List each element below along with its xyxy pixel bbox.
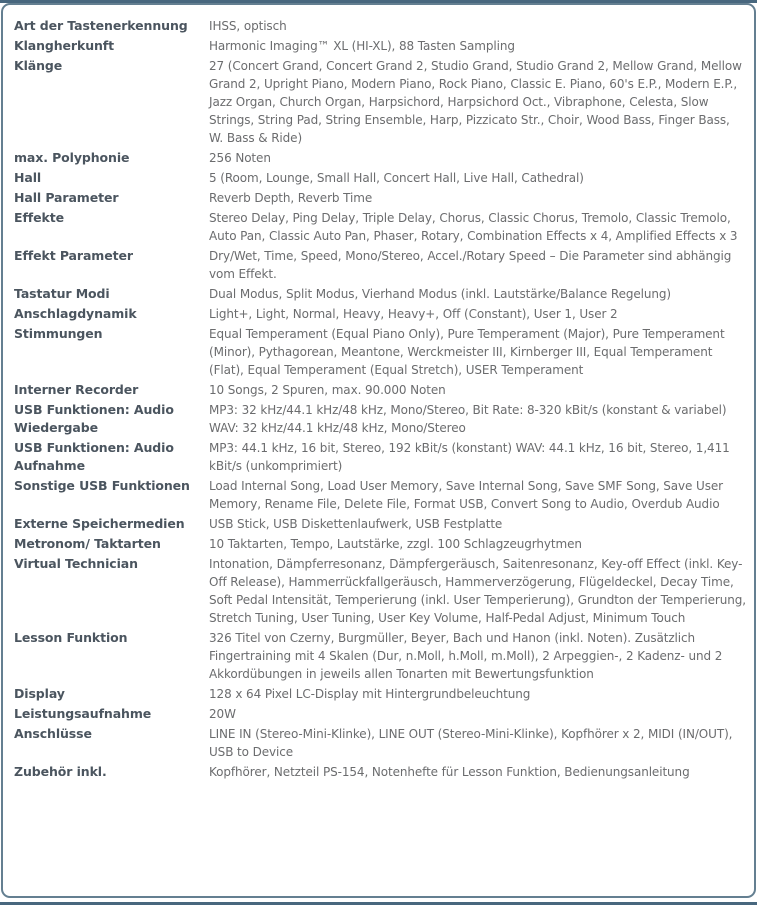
spec-label: USB Funktionen: Audio Wiedergabe — [14, 402, 174, 435]
spec-label: Zubehör inkl. — [14, 764, 107, 779]
spec-value: 20W — [209, 707, 236, 721]
spec-value: LINE IN (Stereo-Mini-Klinke), LINE OUT (Stereo-Mini-Klinke), Kopfhörer x 2, MIDI (IN/OUT), USB to Device — [209, 727, 733, 759]
spec-value: 128 x 64 Pixel LC-Display mit Hintergrundbeleuchtung — [209, 687, 531, 701]
spec-row — [14, 400, 746, 438]
spec-label: Interner Recorder — [14, 382, 139, 397]
spec-row — [14, 554, 746, 628]
spec-value: Kopfhörer, Netzteil PS-154, Notenhefte für Lesson Funktion, Bedienungsanleitung — [209, 765, 690, 779]
spec-label: Klangherkunft — [14, 38, 115, 53]
spec-row — [14, 724, 746, 762]
spec-row — [14, 168, 746, 188]
spec-label: Sonstige USB Funktionen — [14, 478, 190, 493]
spec-value: Reverb Depth, Reverb Time — [209, 191, 373, 205]
spec-row — [14, 16, 746, 36]
spec-label: Lesson Funktion — [14, 630, 128, 645]
spec-label: Anschlüsse — [14, 726, 92, 741]
spec-label: Effekte — [14, 210, 64, 225]
spec-panel — [1, 3, 756, 898]
spec-row — [14, 36, 746, 56]
spec-value: Dry/Wet, Time, Speed, Mono/Stereo, Accel./Rotary Speed – Die Parameter sind abhängig vom Effekt. — [209, 249, 732, 281]
spec-label: Effekt Parameter — [14, 248, 133, 263]
spec-value: Light+, Light, Normal, Heavy, Heavy+, Off (Constant), User 1, User 2 — [209, 307, 618, 321]
spec-row — [14, 762, 746, 782]
spec-row — [14, 476, 746, 514]
spec-value: 256 Noten — [209, 151, 271, 165]
spec-row — [14, 704, 746, 724]
spec-label: Klänge — [14, 58, 63, 73]
spec-value: USB Stick, USB Diskettenlaufwerk, USB Festplatte — [209, 517, 503, 531]
spec-value: 326 Titel von Czerny, Burgmüller, Beyer, Bach und Hanon (inkl. Noten). Zusätzlich Fingertraining mit 4 Skalen (Dur, n.Moll, h.Moll, m.Moll), 2 Arpeggien-, 2 Kadenz- und 2 Akkordübungen in jeweils allen Tonarten mit Bewertungsfunktion — [209, 631, 723, 681]
spec-value: 10 Taktarten, Tempo, Lautstärke, zzgl. 100 Schlagzeugrhytmen — [209, 537, 582, 551]
spec-value: IHSS, optisch — [209, 19, 287, 33]
spec-row — [14, 304, 746, 324]
spec-row — [14, 324, 746, 380]
spec-label: USB Funktionen: Audio Aufnahme — [14, 440, 174, 473]
spec-label: Hall — [14, 170, 42, 185]
spec-label: Tastatur Modi — [14, 286, 110, 301]
spec-table — [14, 16, 746, 782]
spec-label: Virtual Technician — [14, 556, 138, 571]
spec-row — [14, 438, 746, 476]
spec-row — [14, 246, 746, 284]
spec-row — [14, 208, 746, 246]
spec-value: Stereo Delay, Ping Delay, Triple Delay, Chorus, Classic Chorus, Tremolo, Classic Tremolo, Auto Pan, Classic Auto Pan, Phaser, Rotary, Combination Effects x 4, Amplified Effects x 3 — [209, 211, 738, 243]
spec-row — [14, 380, 746, 400]
spec-table-body — [14, 16, 746, 782]
spec-label: Anschlagdynamik — [14, 306, 137, 321]
spec-row — [14, 284, 746, 304]
spec-value: Harmonic Imaging™ XL (HI-XL), 88 Tasten Sampling — [209, 39, 515, 53]
spec-label: Metronom/ Taktarten — [14, 536, 161, 551]
spec-value: Dual Modus, Split Modus, Vierhand Modus (inkl. Lautstärke/Balance Regelung) — [209, 287, 672, 301]
spec-row — [14, 628, 746, 684]
spec-value: MP3: 44.1 kHz, 16 bit, Stereo, 192 kBit/s (konstant) WAV: 44.1 kHz, 16 bit, Stereo, 1,411 kBit/s (unkomprimiert) — [209, 441, 730, 473]
spec-value: Intonation, Dämpferresonanz, Dämpfergeräusch, Saitenresonanz, Key-off Effect (inkl. Key-Off Release), Hammerrückfallgeräusch, Hammerverzögerung, Flügeldeckel, Decay Time, Soft Pedal Intensität, Temperierung (inkl. User Temperierung), Grundton der Temperierung, Stretch Tuning, User Tuning, User Key Volume, Half-Pedal Adjust, Minimum Touch — [209, 557, 746, 625]
spec-row — [14, 514, 746, 534]
spec-row — [14, 684, 746, 704]
spec-value: 5 (Room, Lounge, Small Hall, Concert Hall, Live Hall, Cathedral) — [209, 171, 584, 185]
spec-row — [14, 188, 746, 208]
spec-row — [14, 534, 746, 554]
spec-label: max. Polyphonie — [14, 150, 130, 165]
spec-row — [14, 148, 746, 168]
spec-value: Load Internal Song, Load User Memory, Save Internal Song, Save SMF Song, Save User Memory, Rename File, Delete File, Format USB, Convert Song to Audio, Overdub Audio — [209, 479, 724, 511]
spec-label: Leistungsaufnahme — [14, 706, 152, 721]
spec-label: Hall Parameter — [14, 190, 119, 205]
bottom-divider — [0, 902, 757, 905]
spec-value: MP3: 32 kHz/44.1 kHz/48 kHz, Mono/Stereo, Bit Rate: 8-320 kBit/s (konstant & variabel) WAV: 32 kHz/44.1 kHz/48 kHz, Mono/Stereo — [209, 403, 727, 435]
spec-value: 27 (Concert Grand, Concert Grand 2, Studio Grand, Studio Grand 2, Mellow Grand, Mellow Grand 2, Upright Piano, Modern Piano, Rock Piano, Classic E. Piano, 60's E.P., Modern E.P., Jazz Organ, Church Organ, Harpsichord, Harpsichord Oct., Vibraphone, Celesta, Slow Strings, String Pad, String Ensemble, Harp, Pizzicato Str., Choir, Wood Bass, Finger Bass, W. Bass & Ride) — [209, 59, 742, 145]
spec-value: 10 Songs, 2 Spuren, max. 90.000 Noten — [209, 383, 446, 397]
spec-value: Equal Temperament (Equal Piano Only), Pure Temperament (Major), Pure Temperament (Minor), Pythagorean, Meantone, Werckmeister III, Kirnberger III, Equal Temperament (Flat), Equal Temperament (Equal Stretch), USER Temperament — [209, 327, 725, 377]
spec-label: Art der Tastenerkennung — [14, 18, 188, 33]
spec-label: Externe Speichermedien — [14, 516, 185, 531]
spec-label: Display — [14, 686, 65, 701]
spec-label: Stimmungen — [14, 326, 103, 341]
spec-row — [14, 56, 746, 148]
